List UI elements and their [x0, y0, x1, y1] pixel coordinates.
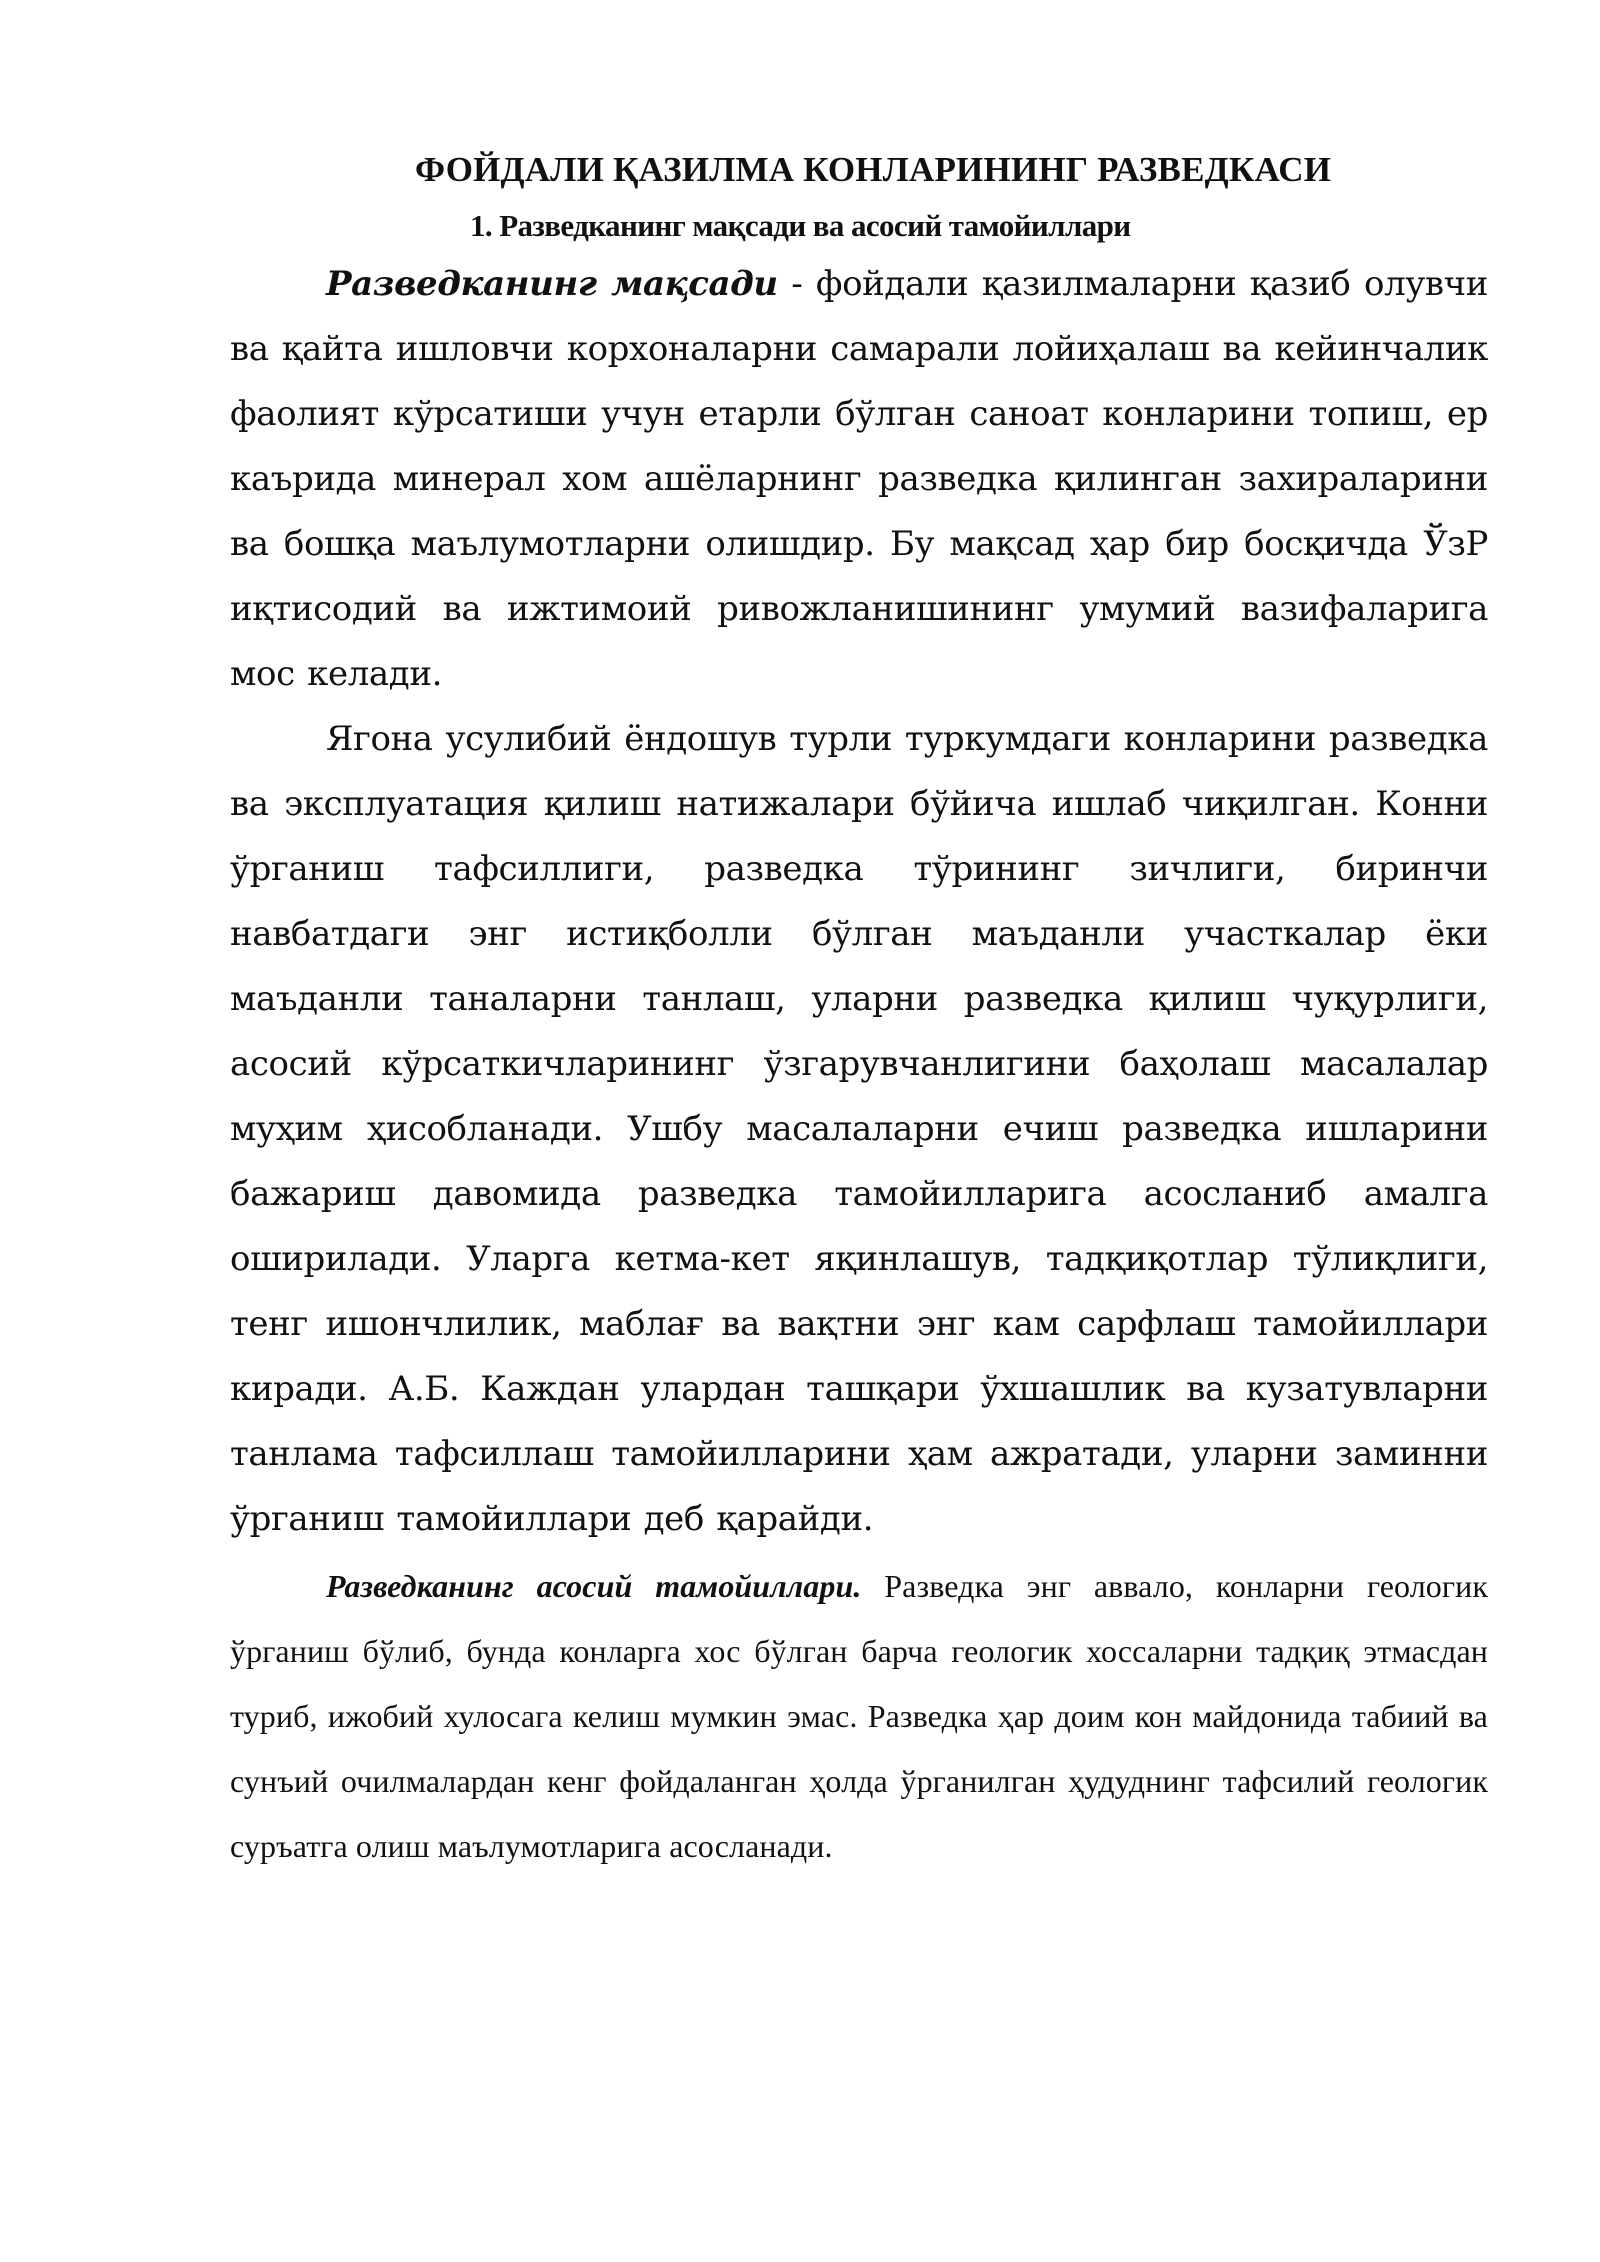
document-page	[230, 148, 1488, 1879]
document-title: ФОЙДАЛИ ҚАЗИЛМА КОНЛАРИНИНГ РАЗВЕДКАСИ	[415, 150, 1332, 189]
paragraph-text-approach: Ягона усулибий ёндошув турли туркумдаги конларини разведка ва эксплуатация қилиш натижалари бўйича ишлаб чиқилган. Конни ўрганиш тафсиллиги, разведка тўрининг зичлиги, биринчи навбатдаги энг истиқболли бўлган маъданли участкалар ёки маъданли таналарни танлаш, уларни разведка қилиш чуқурлиги, асосий кўрсаткичларининг ўзгарувчанлигини баҳолаш масалалар муҳим ҳисобланади. Ушбу масалаларни ечиш разведка ишларини бажариш давомида разведка тамойилларига асосланиб амалга оширилади. Уларга кетма-кет яқинлашув, тадқиқотлар тўлиқлиги, тенг ишончлилик, маблағ ва вақтни энг кам сарфлаш тамойиллари киради. А.Б. Каждан улардан ташқари ўхшашлик ва кузатувларни танлама тафсиллаш тамойилларини ҳам ажратади, уларни заминни ўрганиш тамойиллари деб қарайди.	[230, 719, 1488, 1539]
paragraph-lead-purpose: Разведканинг мақсади	[326, 264, 778, 304]
paragraph-purpose	[230, 252, 1488, 707]
section-heading: 1. Разведканинг мақсади ва асосий тамойиллари	[470, 208, 1131, 243]
paragraph-approach	[230, 707, 1488, 1552]
paragraph-principles	[230, 1554, 1488, 1879]
paragraph-text-principles: Разведка энг аввало, конларни геологик ўрганиш бўлиб, бунда конларга хос бўлган барча геологик хоссаларни тадқиқ этмасдан туриб, ижобий хулосага келиш мумкин эмас. Разведка ҳар доим кон майдонида табиий ва сунъий очилмалардан кенг фойдаланган ҳолда ўрганилган ҳудуднинг тафсилий геологик суръатга олиш маълумотларига асосланади.	[230, 1568, 1488, 1864]
paragraph-text-purpose: - фойдали қазилмаларни қазиб олувчи ва қайта ишловчи корхоналарни самарали лойиҳалаш ва кейинчалик фаолият кўрсатиши учун етарли бўлган саноат конларини топиш, ер каърида минерал хом ашёларнинг разведка қилинган захираларини ва бошқа маълумотларни олишдир. Бу мақсад ҳар бир босқичда ЎзР иқтисодий ва ижтимоий ривожланишининг умумий вазифаларига мос келади.	[230, 264, 1488, 694]
paragraph-lead-principles: Разведканинг асосий тамойиллари.	[326, 1568, 862, 1604]
